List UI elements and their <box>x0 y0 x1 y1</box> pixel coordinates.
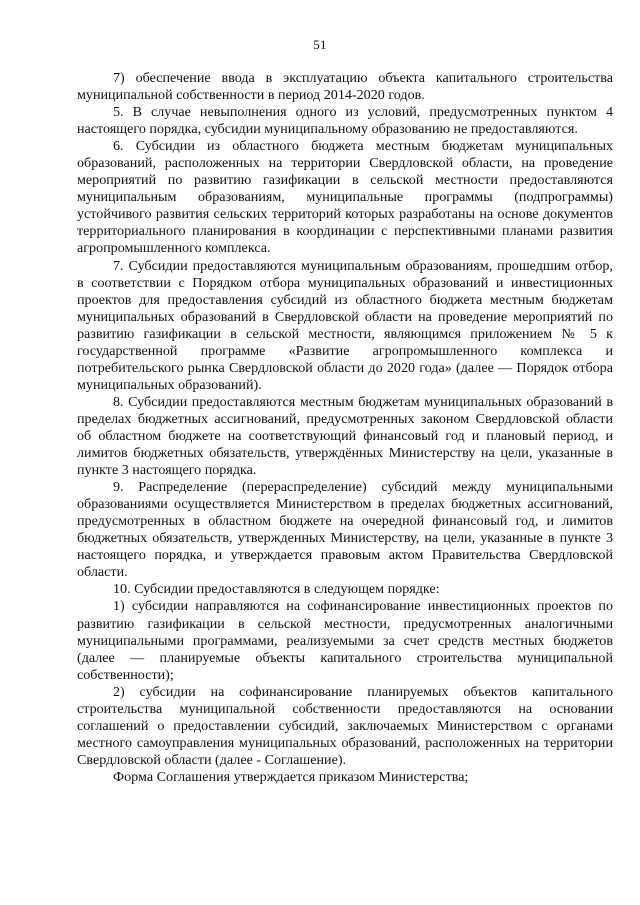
paragraph-clause-10: 10. Субсидии предоставляются в следующем порядке: <box>113 581 440 598</box>
paragraph-clause-5: 5. В случае невыполнения одного из условий, предусмотренных пунктом 4 настоящего порядка, субсидии муниципальному образованию не предоставляются. <box>77 104 613 138</box>
paragraph-clause-9: 9. Распределение (перераспределение) субсидий между муниципальными образованиями осуществляется Министерством в пределах бюджетных ассигнований, предусмотренных в областном бюджете на очередной финансовый год, и лимитов бюджетных обязательств, утвержденных Министерству, на цели, указанные в пункте 3 настоящего порядка, и утверждается правовым актом Правительства Свердловской области. <box>77 479 613 581</box>
paragraph-agreement-form: Форма Соглашения утверждается приказом Министерства; <box>113 768 469 785</box>
page-number: 51 <box>313 37 327 52</box>
paragraph-item-7-commissioning: 7) обеспечение ввода в эксплуатацию объекта капитального строительства муниципальной собственности в период 2014-2020 годов. <box>77 70 613 104</box>
paragraph-subitem-2: 2) субсидии на софинансирование планируемых объектов капитального строительства муниципальной собственности предоставляются на основании соглашений о предоставлении субсидий, заключаемых Министерством с органами местного самоуправления муниципальных образований, расположенных на территории Свердловской области (далее - Соглашение). <box>77 683 613 768</box>
paragraph-clause-7: 7. Субсидии предоставляются муниципальным образованиям, прошедшим отбор, в соответствии с Порядком отбора муниципальных образований и инвестиционных проектов для предоставления субсидий из областного бюджета местным бюджетам муниципальных образований в Свердловской области на проведение мероприятий по развитию газификации в сельской местности, являющимся приложением № 5 к государственной программе «Развитие агропромышленного комплекса и потребительского рынка Свердловской области до 2020 года» (далее — Порядок отбора муниципальных образований). <box>77 257 613 393</box>
paragraph-subitem-1: 1) субсидии направляются на софинансирование инвестиционных проектов по развитию газификации в сельской местности, предусмотренных аналогичными муниципальными программами, реализуемыми за счет средств местных бюджетов (далее — планируемые объекты капитального строительства муниципальной собственности); <box>77 598 613 683</box>
document-body <box>77 70 613 786</box>
paragraph-clause-6: 6. Субсидии из областного бюджета местным бюджетам муниципальных образований, расположенных на территории Свердловской области, на проведение мероприятий по развитию газификации в сельской местности предоставляются муниципальным образованиям, муниципальные программы (подпрограммы) устойчивого развития сельских территорий которых разработаны на основе документов территориального планирования в координации с перспективными планами развития агропромышленного комплекса. <box>77 138 613 257</box>
paragraph-clause-8: 8. Субсидии предоставляются местным бюджетам муниципальных образований в пределах бюджетных ассигнований, предусмотренных законом Свердловской области об областном бюджете на соответствующий финансовый год и плановый период, и лимитов бюджетных обязательств, утверждённых Министерству на цели, указанные в пункте 3 настоящего порядка. <box>77 393 613 479</box>
